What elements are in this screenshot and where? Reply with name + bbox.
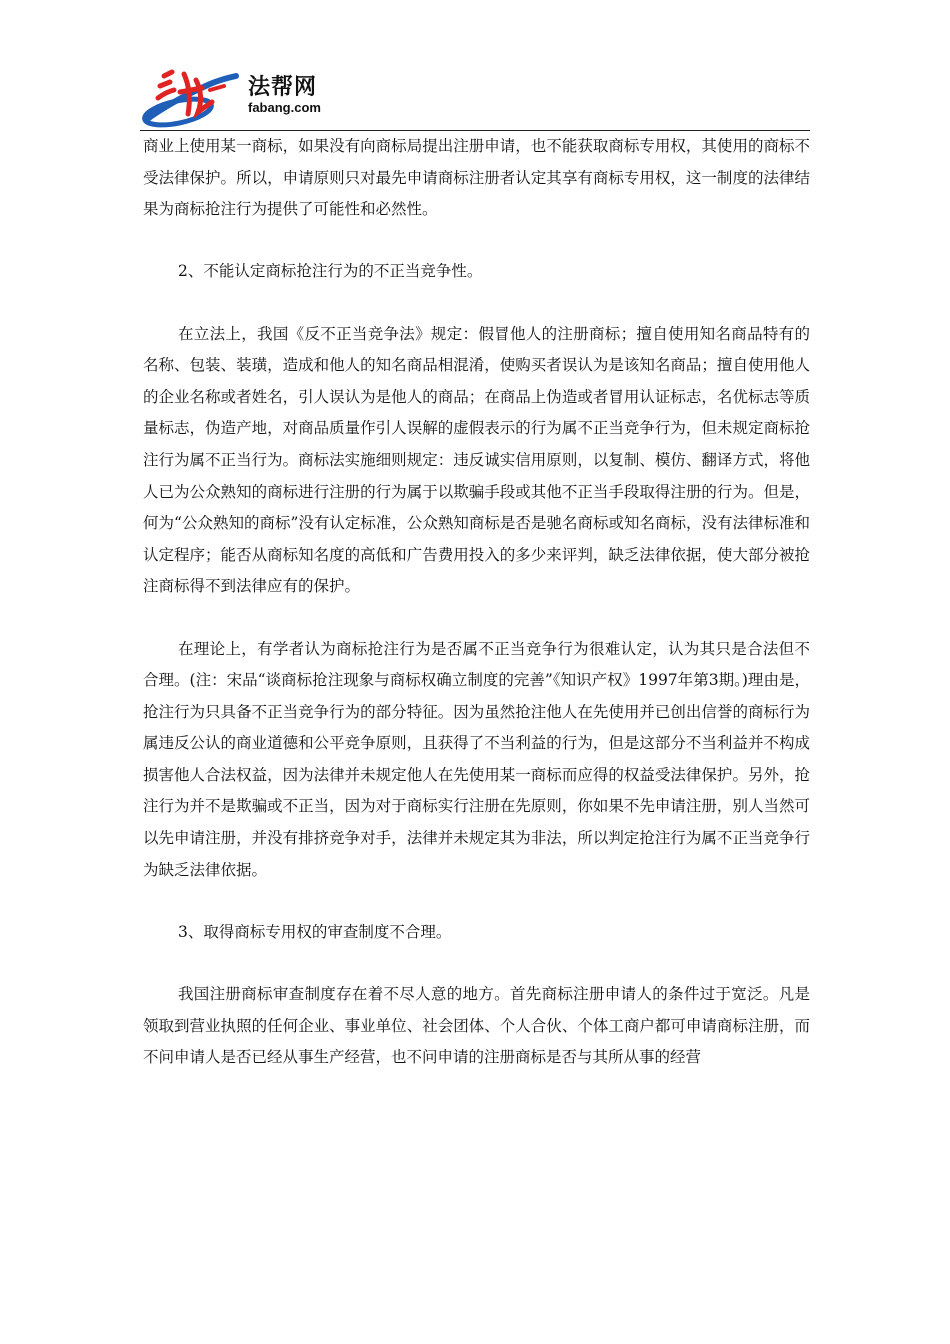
page-header	[140, 62, 810, 130]
document-body	[143, 131, 810, 1074]
fabang-logo-icon	[140, 62, 250, 130]
paragraph-theory: 在理论上，有学者认为商标抢注行为是否属不正当竞争行为很难认定，认为其只是合法但不合理。(注：宋品“谈商标抢注现象与商标权确立制度的完善”《知识产权》1997年第3期。)理由是，抢注行为只具备不正当竞争行为的部分特征。因为虽然抢注他人在先使用并已创出信誉的商标行为属违反公认的商业道德和公平竞争原则，且获得了不当利益的行为，但是这部分不当利益并不构成损害他人合法权益，因为法律并未规定他人在先使用某一商标而应得的权益受法律保护。另外，抢注行为并不是欺骗或不正当，因为对于商标实行注册在先原则，你如果不先申请注册，别人当然可以先申请注册，并没有排挤竞争对手，法律并未规定其为非法，所以判定抢注行为属不正当竞争行为缺乏法律依据。	[143, 639, 810, 879]
logo-name: 法帮网	[248, 75, 318, 100]
paragraph-continued: 商业上使用某一商标，如果没有向商标局提出注册申请，也不能获取商标专用权，其使用的商标不受法律保护。所以，申请原则只对最先申请商标注册者认定其享有商标专用权，这一制度的法律结果为商标抢注行为提供了可能性和必然性。	[143, 137, 810, 219]
logo-text	[248, 76, 321, 116]
paragraph-review-system: 我国注册商标审查制度存在着不尽人意的地方。首先商标注册申请人的条件过于宽泛。凡是领取到营业执照的任何企业、事业单位、社会团体、个人合伙、个体工商户都可申请商标注册，而不问申请人是否已经从事生产经营，也不问申请的注册商标是否与其所从事的经营	[143, 985, 810, 1067]
section-heading-2: 2、不能认定商标抢注行为的不正当竞争性。	[178, 262, 483, 281]
paragraph-legislation: 在立法上，我国《反不正当竞争法》规定：假冒他人的注册商标；擅自使用知名商品特有的名称、包装、装璜，造成和他人的知名商品相混淆，使购买者误认为是该知名商品；擅自使用他人的企业名称或者姓名，引人误认为是他人的商品；在商品上伪造或者冒用认证标志，名优标志等质量标志，伪造产地，对商品质量作引人误解的虚假表示的行为属不正当竞争行为，但未规定商标抢注行为属不正当行为。商标法实施细则规定：违反诚实信用原则，以复制、模仿、翻译方式，将他人已为公众熟知的商标进行注册的行为属于以欺骗手段或其他不正当手段取得注册的行为。但是，何为“公众熟知的商标”没有认定标准，公众熟知商标是否是驰名商标或知名商标，没有法律标准和认定程序；能否从商标知名度的高低和广告费用投入的多少来评判，缺乏法律依据，使大部分被抢注商标得不到法律应有的保护。	[143, 324, 810, 596]
logo-domain: fabang.com	[248, 100, 321, 115]
section-heading-3: 3、取得商标专用权的审查制度不合理。	[178, 922, 452, 941]
